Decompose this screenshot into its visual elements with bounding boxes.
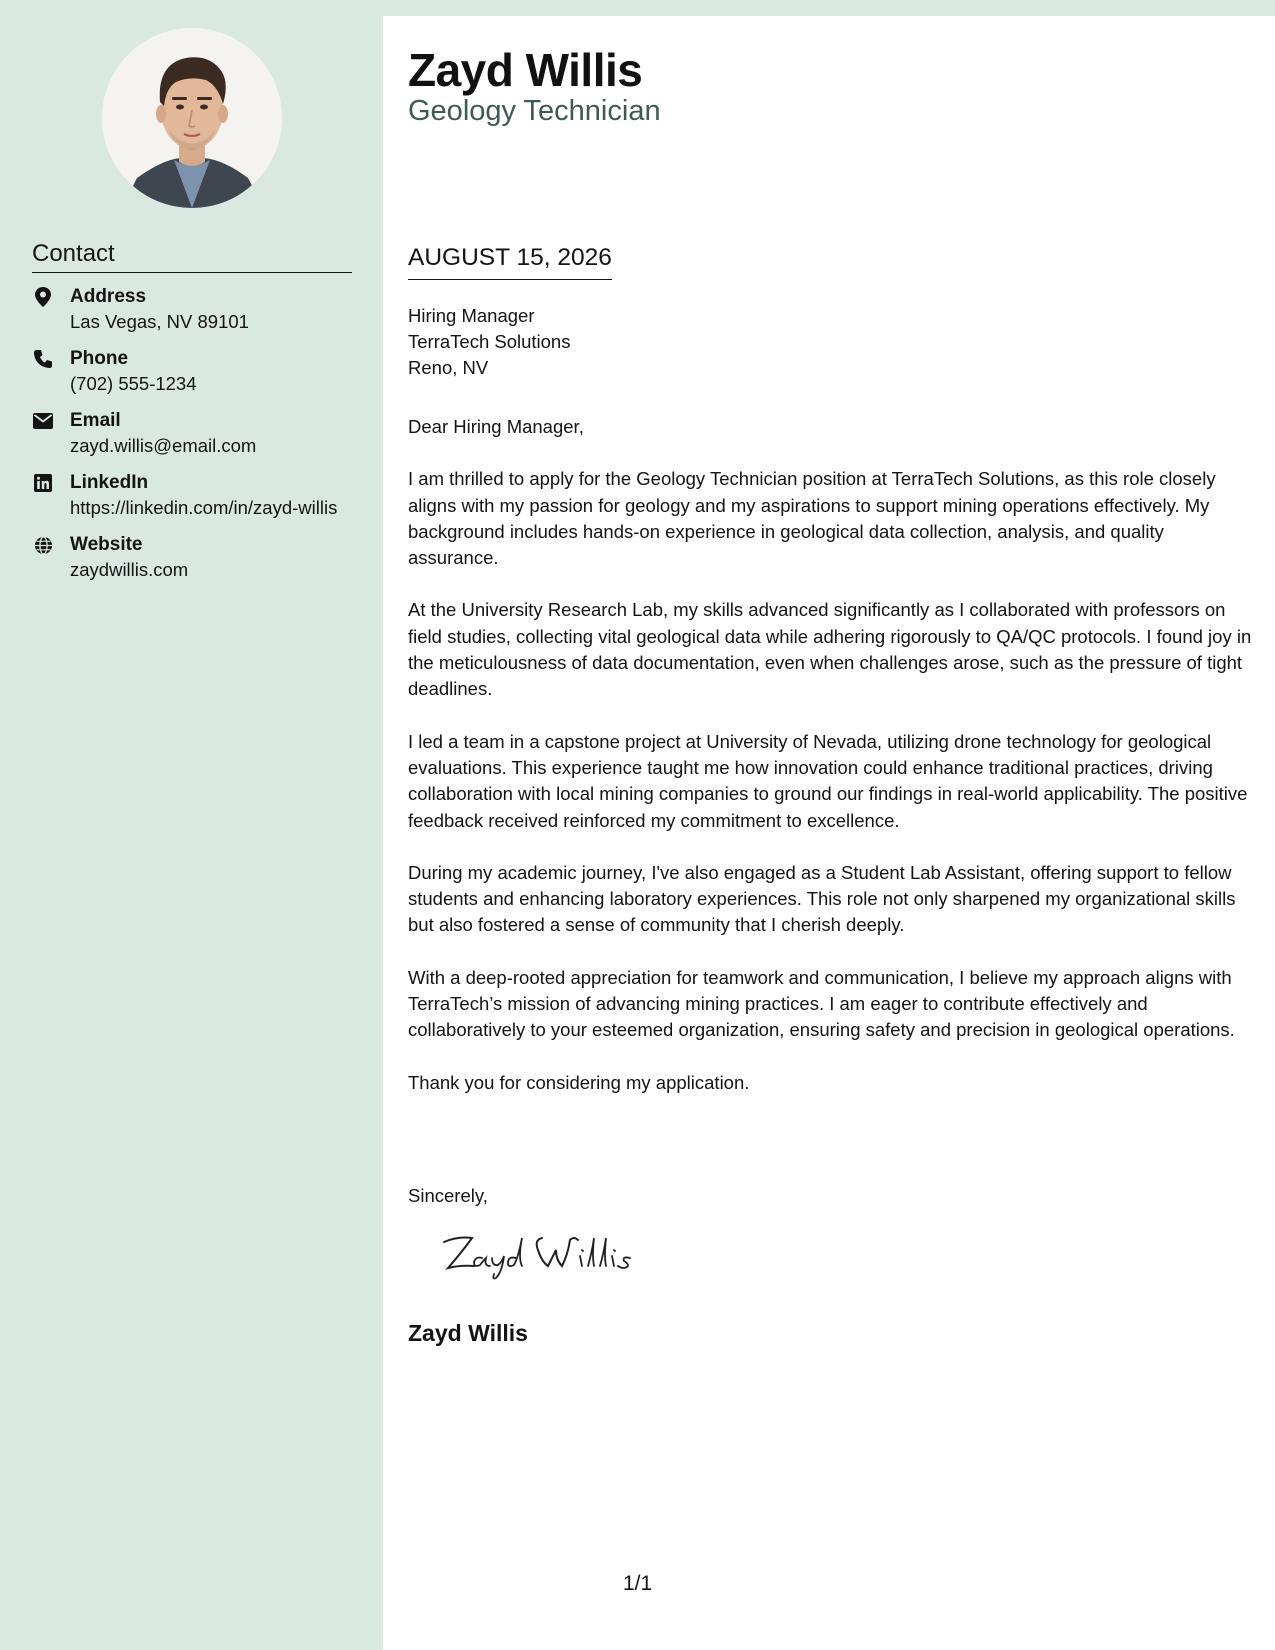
- salutation: Dear Hiring Manager,: [408, 416, 584, 437]
- letter-paragraph: Thank you for considering my application.: [408, 1071, 750, 1093]
- globe-icon: [32, 534, 54, 556]
- phone-icon: [32, 348, 54, 370]
- signature: [438, 1228, 658, 1280]
- contact-label: Address: [70, 286, 147, 307]
- closing: Sincerely,: [408, 1185, 488, 1206]
- applicant-name: Zayd Willis: [408, 44, 643, 96]
- main-content: [383, 16, 1275, 1650]
- contact-item-website: [32, 532, 352, 582]
- contact-item-linkedin: [32, 470, 352, 520]
- letter-paragraph: I am thrilled to apply for the Geology Technician position at TerraTech Solutions, as this role closely aligns with my passion for geology and my aspirations to support mining operations effectively. My background includes hands-on experience in geological data collection, analysis, and quality assurance.: [408, 468, 1216, 569]
- address-value: Las Vegas, NV 89101: [70, 311, 249, 332]
- contact-label: Email: [70, 410, 121, 431]
- map-pin-icon: [32, 286, 54, 308]
- letter-paragraph: At the University Research Lab, my skills advanced significantly as I collaborated with professors on field studies, collecting vital geological data while adhering rigorously to QA/QC protocols. I found joy in the meticulousness of data documentation, even when challenges arose, such as the pressure of tight deadlines.: [408, 599, 1252, 700]
- contact-list: [32, 284, 352, 594]
- contact-heading: Contact: [32, 240, 352, 273]
- website-value[interactable]: zaydwillis.com: [70, 559, 189, 580]
- linkedin-icon: [32, 472, 54, 494]
- letter-date: AUGUST 15, 2026: [408, 243, 612, 280]
- recipient-block: [408, 303, 570, 381]
- letter-paragraph: With a deep-rooted appreciation for teamwork and communication, I believe my approach aligns with TerraTech’s mission of advancing mining practices. I am eager to contribute effectively and collaboratively to your esteemed organization, ensuring safety and precision in geological operations.: [408, 966, 1235, 1041]
- contact-item-phone: [32, 346, 352, 396]
- sidebar: [0, 0, 383, 1650]
- page-number: 1/1: [623, 1572, 653, 1595]
- email-value[interactable]: zayd.willis@email.com: [70, 435, 257, 456]
- profile-photo: [102, 28, 282, 208]
- contact-item-email: [32, 408, 352, 458]
- contact-item-address: [32, 284, 352, 334]
- recipient-line: Reno, NV: [408, 357, 489, 378]
- phone-value[interactable]: (702) 555-1234: [70, 373, 197, 394]
- recipient-line: TerraTech Solutions: [408, 331, 571, 352]
- linkedin-value[interactable]: https://linkedin.com/in/zayd-willis: [70, 497, 338, 518]
- signed-name: Zayd Willis: [408, 1320, 528, 1346]
- letter-paragraph: During my academic journey, I've also engaged as a Student Lab Assistant, offering support to fellow students and enhancing laboratory experiences. This role not only sharpened my organizational skills but also fostered a sense of community that I cherish deeply.: [408, 861, 1236, 936]
- job-title: Geology Technician: [408, 95, 661, 127]
- contact-label: Website: [70, 534, 143, 555]
- envelope-icon: [32, 410, 54, 432]
- recipient-line: Hiring Manager: [408, 305, 535, 326]
- contact-label: LinkedIn: [70, 472, 149, 493]
- letter-body: [408, 414, 1258, 1122]
- contact-label: Phone: [70, 348, 129, 369]
- avatar: [102, 28, 282, 208]
- letter-paragraph: I led a team in a capstone project at University of Nevada, utilizing drone technology for geological evaluations. This experience taught me how innovation could enhance traditional practices, driving collaboration with local mining companies to ground our findings in real-world applicability. The positive feedback received reinforced my commitment to excellence.: [408, 730, 1248, 831]
